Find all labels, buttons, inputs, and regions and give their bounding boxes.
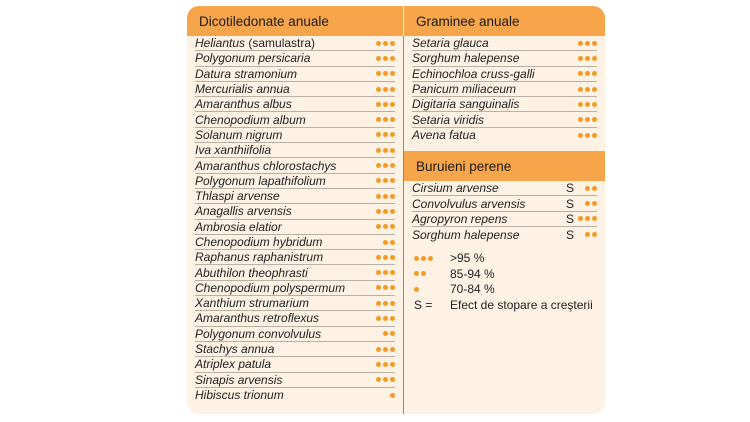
species-latin-name: Sorghum halepense — [412, 227, 520, 242]
efficacy-dot-icon — [376, 301, 381, 306]
efficacy-dot-icon — [578, 102, 583, 107]
weed-species-name — [195, 174, 326, 188]
efficacy-dot-icon — [578, 117, 583, 122]
efficacy-dot-icon — [376, 377, 381, 382]
efficacy-dot-icon — [383, 362, 388, 367]
species-latin-name: Amaranthus chlorostachys — [195, 158, 337, 173]
efficacy-dot-icon — [376, 71, 381, 76]
weed-species-name — [195, 51, 310, 65]
efficacy-dot-icon — [578, 133, 583, 138]
species-latin-name: Datura stramonium — [195, 66, 298, 81]
efficacy-dot-icon — [383, 41, 388, 46]
efficacy-dot-icon — [390, 178, 395, 183]
efficacy-rating — [376, 132, 395, 137]
growth-stop-marker: S — [565, 227, 574, 242]
growth-stop-marker: S — [565, 211, 574, 226]
annual-dicots-column — [187, 6, 403, 414]
efficacy-dot-icon — [592, 87, 597, 92]
efficacy-dot-icon — [390, 132, 395, 137]
efficacy-dot-icon — [390, 240, 395, 245]
species-latin-name: Sorghum halepense — [412, 51, 520, 66]
weed-species-name — [195, 82, 290, 96]
efficacy-dot-icon — [383, 270, 388, 275]
efficacy-rating — [376, 209, 395, 214]
table-row — [195, 327, 395, 342]
efficacy-rating — [376, 117, 395, 122]
species-latin-name: Sinapis arvensis — [195, 372, 283, 387]
weed-species-name — [412, 181, 499, 195]
efficacy-rating — [578, 117, 597, 122]
legend-symbol-text: S = — [414, 297, 433, 312]
species-latin-name: Thlaspi arvense — [195, 189, 280, 204]
weed-species-name — [412, 36, 489, 50]
weed-species-name — [195, 67, 297, 81]
herbicide-efficacy-table — [187, 6, 605, 414]
weed-species-name — [412, 51, 519, 65]
efficacy-rating — [376, 301, 395, 306]
legend-item — [414, 297, 605, 313]
efficacy-dot-icon — [428, 256, 433, 261]
species-latin-name: Anagallis arvensis — [195, 204, 292, 219]
weed-species-name — [195, 327, 321, 341]
weed-species-name — [195, 159, 336, 173]
table-row — [195, 128, 395, 143]
efficacy-dot-icon — [383, 194, 388, 199]
grasses-perennials-column — [404, 6, 605, 414]
efficacy-rating — [566, 181, 597, 195]
species-latin-name: Avena fatua — [412, 128, 476, 143]
efficacy-dot-icon — [376, 209, 381, 214]
efficacy-dot-icon — [390, 255, 395, 260]
legend — [404, 242, 605, 312]
efficacy-dot-icon — [383, 87, 388, 92]
species-latin-name: Chenopodium polyspermum — [195, 280, 346, 295]
efficacy-dot-icon — [585, 201, 590, 206]
table-row — [195, 220, 395, 235]
efficacy-dot-icon — [376, 224, 381, 229]
species-latin-name: Heliantus — [195, 36, 246, 51]
species-latin-name: Chenopodium album — [195, 112, 306, 127]
efficacy-rating — [376, 41, 395, 46]
legend-label: Efect de stopare a creşterii — [450, 297, 593, 312]
weed-species-name — [412, 82, 516, 96]
efficacy-rating — [376, 347, 395, 352]
species-latin-name: Amaranthus albus — [195, 97, 292, 112]
table-row — [195, 112, 395, 127]
efficacy-rating — [578, 41, 597, 46]
species-latin-name: Atriplex patula — [195, 357, 272, 372]
efficacy-dot-icon — [383, 132, 388, 137]
efficacy-dot-icon — [383, 331, 388, 336]
efficacy-rating — [376, 285, 395, 290]
efficacy-dot-icon — [383, 377, 388, 382]
efficacy-rating — [566, 228, 597, 242]
table-row — [195, 158, 395, 173]
species-note: (samulastra) — [245, 36, 316, 51]
efficacy-dot-icon — [376, 163, 381, 168]
table-row — [412, 196, 597, 211]
efficacy-dot-icon — [390, 102, 395, 107]
growth-stop-marker: S — [565, 196, 574, 211]
weed-species-name — [195, 204, 292, 218]
species-latin-name: Hibiscus trionum — [195, 388, 284, 403]
efficacy-dot-icon — [390, 270, 395, 275]
species-latin-name: Abuthilon theophrasti — [195, 265, 308, 280]
table-row — [412, 36, 597, 51]
efficacy-dot-icon — [390, 209, 395, 214]
table-row — [195, 388, 395, 403]
efficacy-dot-icon — [390, 331, 395, 336]
legend-label: 70-84 % — [450, 282, 495, 297]
efficacy-dot-icon — [390, 316, 395, 321]
weed-species-name — [195, 128, 282, 142]
species-latin-name: Mercurialis annua — [195, 82, 290, 97]
legend-label: >95 % — [450, 251, 485, 266]
efficacy-dot-icon — [383, 178, 388, 183]
perennial-weeds-list — [404, 181, 605, 242]
efficacy-rating — [376, 255, 395, 260]
efficacy-dot-icon — [592, 133, 597, 138]
legend-label: 85-94 % — [450, 266, 495, 281]
efficacy-rating — [376, 194, 395, 199]
efficacy-dot-icon — [390, 377, 395, 382]
efficacy-dot-icon — [578, 186, 583, 191]
table-row — [195, 82, 395, 97]
efficacy-rating — [578, 87, 597, 92]
annual-dicots-header: Dicotiledonate anuale — [187, 6, 403, 36]
efficacy-dot-icon — [592, 201, 597, 206]
legend-item — [414, 250, 605, 266]
table-row — [412, 82, 597, 97]
legend-item — [414, 281, 605, 297]
table-row — [195, 281, 395, 296]
efficacy-dot-icon — [383, 347, 388, 352]
efficacy-dot-icon — [390, 285, 395, 290]
table-row — [195, 296, 395, 311]
table-row — [195, 265, 395, 280]
efficacy-rating — [578, 56, 597, 61]
efficacy-dot-icon — [390, 301, 395, 306]
efficacy-dot-icon — [578, 56, 583, 61]
weed-species-name — [195, 36, 315, 50]
efficacy-dot-icon — [421, 256, 426, 261]
species-latin-name: Setaria glauca — [412, 36, 489, 51]
efficacy-rating — [376, 178, 395, 183]
table-row — [195, 174, 395, 189]
weed-species-name — [412, 113, 484, 127]
table-row — [412, 67, 597, 82]
efficacy-dot-icon — [592, 71, 597, 76]
efficacy-dot-icon — [585, 232, 590, 237]
table-row — [195, 36, 395, 51]
efficacy-dot-icon — [390, 163, 395, 168]
table-row — [195, 143, 395, 158]
species-latin-name: Xanthium strumarium — [195, 296, 310, 311]
efficacy-dot-icon — [376, 41, 381, 46]
table-row — [412, 212, 597, 227]
efficacy-dot-icon — [383, 117, 388, 122]
efficacy-rating — [376, 331, 395, 336]
efficacy-dot-icon — [383, 316, 388, 321]
efficacy-rating — [376, 270, 395, 275]
efficacy-dot-icon — [383, 393, 388, 398]
efficacy-dot-icon — [390, 117, 395, 122]
table-row — [412, 227, 597, 242]
efficacy-rating — [376, 71, 395, 76]
weed-species-name — [195, 373, 282, 387]
efficacy-dot-icon — [390, 56, 395, 61]
efficacy-dot-icon — [390, 71, 395, 76]
weed-species-name — [195, 189, 280, 203]
efficacy-dot-icon — [592, 232, 597, 237]
weed-species-name — [195, 357, 271, 371]
efficacy-rating — [578, 71, 597, 76]
species-latin-name: Iva xanthiifolia — [195, 143, 272, 158]
efficacy-dot-icon — [383, 224, 388, 229]
efficacy-dot-icon — [383, 209, 388, 214]
weed-species-name — [195, 296, 309, 310]
weed-species-name — [412, 212, 507, 226]
efficacy-dot-icon — [376, 316, 381, 321]
species-latin-name: Polygonum lapathifolium — [195, 173, 326, 188]
efficacy-dot-icon — [376, 178, 381, 183]
table-row — [412, 112, 597, 127]
efficacy-dot-icon — [376, 331, 381, 336]
efficacy-dot-icon — [585, 56, 590, 61]
species-latin-name: Ambrosia elatior — [195, 219, 282, 234]
table-row — [195, 373, 395, 388]
efficacy-dot-icon — [390, 41, 395, 46]
efficacy-dot-icon — [383, 71, 388, 76]
table-row — [412, 128, 597, 143]
efficacy-dot-icon — [578, 71, 583, 76]
weed-species-name — [195, 342, 274, 356]
species-latin-name: Setaria viridis — [412, 112, 485, 127]
efficacy-dot-icon — [585, 102, 590, 107]
efficacy-dot-icon — [390, 148, 395, 153]
efficacy-rating — [376, 316, 395, 321]
efficacy-dot-icon — [585, 71, 590, 76]
efficacy-dot-icon — [414, 271, 419, 276]
efficacy-dot-icon — [376, 87, 381, 92]
efficacy-rating — [376, 224, 395, 229]
species-latin-name: Stachys annua — [195, 342, 275, 357]
efficacy-dot-icon — [383, 163, 388, 168]
efficacy-dot-icon — [376, 393, 381, 398]
efficacy-rating — [566, 197, 597, 211]
efficacy-dot-icon — [585, 87, 590, 92]
annual-grasses-list — [404, 36, 605, 143]
efficacy-dot-icon — [376, 148, 381, 153]
table-row — [195, 67, 395, 82]
species-latin-name: Panicum miliaceum — [412, 82, 517, 97]
efficacy-dot-icon — [376, 132, 381, 137]
table-row — [195, 342, 395, 357]
efficacy-dot-icon — [383, 255, 388, 260]
efficacy-dot-icon — [376, 102, 381, 107]
efficacy-dot-icon — [414, 256, 419, 261]
efficacy-dot-icon — [376, 117, 381, 122]
efficacy-dot-icon — [421, 271, 426, 276]
efficacy-dot-icon — [376, 194, 381, 199]
efficacy-dot-icon — [390, 224, 395, 229]
table-row — [195, 51, 395, 66]
perennial-weeds-header: Buruieni perene — [404, 151, 605, 181]
efficacy-dot-icon — [383, 148, 388, 153]
legend-symbol — [414, 287, 448, 292]
table-row — [195, 311, 395, 326]
weed-species-name — [195, 281, 345, 295]
species-latin-name: Cirsium arvense — [412, 181, 499, 196]
efficacy-rating — [376, 163, 395, 168]
efficacy-dot-icon — [578, 216, 583, 221]
species-latin-name: Solanum nigrum — [195, 127, 283, 142]
efficacy-dot-icon — [585, 216, 590, 221]
growth-stop-marker: S — [565, 181, 574, 196]
table-row — [195, 204, 395, 219]
efficacy-dot-icon — [383, 240, 388, 245]
table-row — [195, 250, 395, 265]
table-row — [195, 189, 395, 204]
efficacy-dot-icon — [390, 194, 395, 199]
weed-species-name — [195, 311, 319, 325]
weed-species-name — [195, 235, 322, 249]
weed-species-name — [412, 197, 525, 211]
efficacy-rating — [376, 87, 395, 92]
efficacy-dot-icon — [383, 102, 388, 107]
efficacy-dot-icon — [383, 285, 388, 290]
efficacy-dot-icon — [585, 186, 590, 191]
legend-symbol — [414, 256, 448, 261]
table-row — [412, 97, 597, 112]
efficacy-dot-icon — [592, 216, 597, 221]
efficacy-rating — [376, 240, 395, 245]
efficacy-dot-icon — [414, 287, 419, 292]
table-row — [195, 235, 395, 250]
efficacy-dot-icon — [578, 41, 583, 46]
efficacy-rating — [578, 102, 597, 107]
efficacy-dot-icon — [592, 41, 597, 46]
weed-species-name — [412, 228, 519, 242]
efficacy-dot-icon — [390, 87, 395, 92]
efficacy-dot-icon — [376, 347, 381, 352]
efficacy-rating — [566, 212, 597, 226]
weed-species-name — [412, 67, 535, 81]
species-latin-name: Convolvulus arvensis — [412, 196, 526, 211]
efficacy-dot-icon — [376, 240, 381, 245]
efficacy-dot-icon — [376, 270, 381, 275]
weed-species-name — [412, 97, 519, 111]
weed-species-name — [195, 266, 308, 280]
species-latin-name: Amaranthus retroflexus — [195, 311, 320, 326]
efficacy-rating — [376, 362, 395, 367]
table-row — [412, 181, 597, 196]
efficacy-dot-icon — [383, 301, 388, 306]
efficacy-dot-icon — [376, 362, 381, 367]
efficacy-dot-icon — [592, 102, 597, 107]
weed-species-name — [195, 97, 292, 111]
efficacy-dot-icon — [376, 255, 381, 260]
weed-species-name — [195, 113, 306, 127]
legend-item — [414, 266, 605, 282]
species-latin-name: Chenopodium hybridum — [195, 235, 323, 249]
efficacy-dot-icon — [592, 117, 597, 122]
efficacy-rating — [376, 148, 395, 153]
efficacy-dot-icon — [578, 201, 583, 206]
species-latin-name: Agropyron repens — [412, 211, 508, 226]
species-latin-name: Echinochloa cruss-galli — [412, 66, 535, 81]
table-row — [412, 51, 597, 66]
weed-species-name — [195, 220, 282, 234]
efficacy-dot-icon — [585, 117, 590, 122]
weed-species-name — [195, 388, 284, 402]
efficacy-rating — [578, 133, 597, 138]
efficacy-dot-icon — [390, 393, 395, 398]
efficacy-dot-icon — [578, 232, 583, 237]
efficacy-dot-icon — [376, 285, 381, 290]
species-latin-name: Raphanus raphanistrum — [195, 250, 324, 265]
annual-dicots-list — [187, 36, 403, 403]
species-latin-name: Digitaria sanguinalis — [412, 97, 520, 112]
efficacy-rating — [376, 393, 395, 398]
efficacy-dot-icon — [592, 186, 597, 191]
efficacy-rating — [376, 377, 395, 382]
efficacy-rating — [376, 56, 395, 61]
efficacy-dot-icon — [376, 56, 381, 61]
efficacy-dot-icon — [585, 133, 590, 138]
efficacy-dot-icon — [390, 362, 395, 367]
efficacy-rating — [376, 102, 395, 107]
species-latin-name: Polygonum convolvulus — [195, 326, 322, 341]
efficacy-dot-icon — [578, 87, 583, 92]
weed-species-name — [412, 128, 476, 142]
efficacy-dot-icon — [383, 56, 388, 61]
table-row — [195, 357, 395, 372]
efficacy-dot-icon — [390, 347, 395, 352]
weed-species-name — [195, 250, 323, 264]
legend-symbol — [414, 298, 448, 312]
annual-grasses-header: Graminee anuale — [404, 6, 605, 36]
weed-species-name — [195, 143, 271, 157]
table-row — [195, 97, 395, 112]
species-latin-name: Polygonum persicaria — [195, 51, 311, 66]
efficacy-dot-icon — [592, 56, 597, 61]
legend-symbol — [414, 271, 448, 276]
efficacy-dot-icon — [585, 41, 590, 46]
